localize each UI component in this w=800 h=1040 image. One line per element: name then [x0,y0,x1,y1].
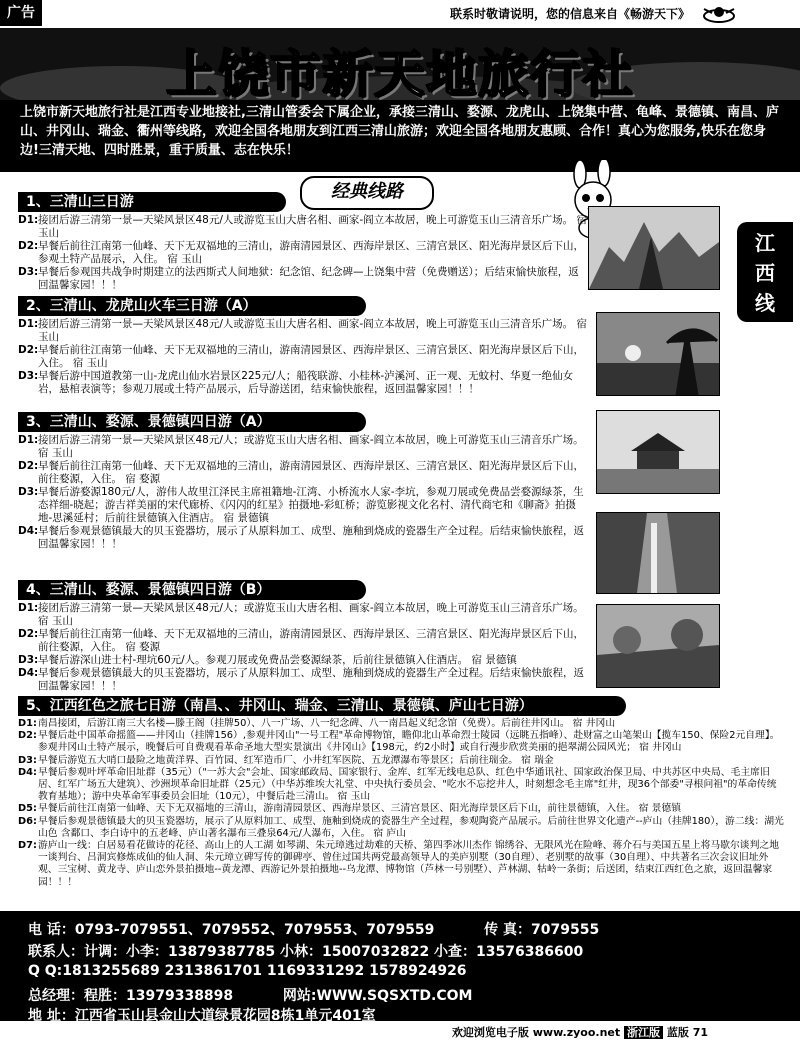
day-item: D1: 南昌接团，后游江南三大名楼—滕王阁（挂牌50）、八一广场、八一纪念碑、八一南昌起义纪念馆（免费）。后前往井冈山。 宿 井冈山 [18,718,616,729]
route-section-1 [18,192,588,292]
route-days [18,602,588,693]
phone-numbers: 0793-7079551、7079552、7079553、7079559 [74,922,435,938]
day-item: D4: 早餐后参观景德镇最大的贝玉瓷器坊，展示了从原料加工、成型、施釉到烧成的瓷器生产全过程。后结束愉快旅程，返回温馨家园！！！ [18,667,584,692]
side-tab-char: 线 [755,291,775,315]
lake-sunset-photo [596,312,720,396]
route-days [18,318,588,396]
route-days [18,434,588,551]
day-item: D1: 接团后游三清第一景—天梁风景区48元/人；或游览玉山大唐名相、画家-阎立本故居，晚上可游览玉山三清音乐广场。 宿 玉山 [18,434,584,459]
ad-tag: 广告 [0,0,42,26]
general-manager: 程胜：13979338898 [84,988,234,1004]
mountain-photo [588,206,720,290]
route-section-2 [18,296,588,396]
day-item: D7: 游庐山一线：白居易看花做诗的花径、高山上的人工湖 如琴湖、朱元璋逃过劫难的天桥、第四季冰川杰作 锦绣谷、无限风光在险峰、蒋介石与美国五星上将马歇尔谈判之地一谈判台、吕洞宾修炼成仙的仙人洞、朱元璋立碑写传的御碑亭、曾住过国共两党最高领导人的美庐别墅（30自理）、老别墅的故事（30自理）、中共著名三次会议旧址外观、三宝树、黄龙寺、庐山恋外景拍摄地--黄龙潭、西游记外景拍摄地--乌龙潭、博物馆（芦林一号别墅）、芦林湖、牯岭一条街；后送团，结束江西红色之旅，返回温馨家园！！！ [18,840,779,888]
day-item: D4: 早餐后参观叶坪革命旧址群（35元）（"一苏大会"会址、国家邮政局、国家银行、金库、红军无线电总队、红色中华通讯社、国家政治保卫局、中共苏区中央局、毛主席旧居、红军广场五大建筑）、沙洲坝革命旧址群（25元）（中华苏维埃大礼堂、中央执行委员会、"吃水不忘挖井人，时刻想念毛主席"红井，现36个部委"寻根问祖"的革命传统教育基地）；游中央革命军事委员会旧址（10元），中餐后赴三清山。 宿 玉山 [18,766,777,803]
day-item: D3: 早餐后游婺源180元/人，游伟人故里江泽民主席祖籍地-江湾、小桥流水人家-李坑，参观刀展或免费品尝婺源绿茶，生态祥细-晓起；游吉祥美丽的宋代廊桥、《闪闪的红星》拍摄地-彩虹桥；游览影视文化名村、清代商宅和《聊斋》拍摄地-思溪延村；后前往景德镇入住酒店。 宿 景德镇 [18,486,584,524]
website-link[interactable]: WWW.SQSXTD.COM [316,988,473,1004]
route-heading: 5、江西红色之旅七日游（南昌、、井冈山、瑞金、三清山、景德镇、庐山七日游） [18,696,626,716]
footer-line [452,1024,708,1040]
address-row: 地 址：江西省玉山县金山大道绿景花园8栋1单元401室 [28,1008,376,1024]
day-item: D2: 早餐后前往江南第一仙峰、天下无双福地的三清山，游南清园景区、西海岸景区、三清宫景区、阳光海岸景区后下山，参观土特产品展示，入住。 宿 玉山 [18,240,584,265]
day-item: D2: 早餐后前往江南第一仙峰、天下无双福地的三清山，游南清园景区、西海岸景区、三清宫景区、阳光海岸景区后下山，入住。 宿 玉山 [18,344,584,369]
region-side-tab [737,222,793,322]
day-item: D4: 早餐后参观景德镇最大的贝玉瓷器坊，展示了从原料加工、成型、施釉到烧成的瓷器生产全过程。后结束愉快旅程，返回温馨家园！！！ [18,525,584,550]
gm-row: 总经理：程胜：13979338898 网站:WWW.SQSXTD.COM [28,988,473,1004]
route-heading: 2、三清山、龙虎山火车三日游（A） [18,296,366,316]
route-section-4 [18,580,588,693]
day-item: D2: 早餐后前往江南第一仙峰、天下无双福地的三清山，游南清园景区、西海岸景区、三清宫景区、阳光海岸景区后下山，前往婺源，入住。 宿 婺源 [18,628,584,653]
day-item: D1: 接团后游三清第一景—天梁风景区48元/人；或游览玉山大唐名相、画家-阎立本故居，晚上可游览玉山三清音乐广场。 宿 玉山 [18,602,584,627]
intro-text: 上饶市新天地旅行社是江西专业地接社,三清山管委会下属企业，承接三清山、婺源、龙虎山、上饶集中营、龟峰、景德镇、南昌、庐山、井冈山、瑞金、衢州等线路，欢迎全国各地朋友到江西三清山旅游；欢迎全国各地朋友惠顾、合作！真心为您服务,快乐在您身边!三清天地、四时胜景，重于质量、志在快乐！ [0,100,800,172]
pavilion-photo [596,410,720,494]
day-item: D2: 早餐后赴中国革命摇篮——井冈山（挂牌156）,参观井冈山"一号工程"革命博物馆，瞻仰北山革命烈士陵园（远眺五指峰）、赴财富之山笔架山【揽车150、保险2元自理】。参观井冈山土特产展示，晚餐后可自费观看革命圣地大型实景演出《井冈山》【198元，约2小时】或自行漫步欣赏美丽的挹翠湖公园风光； 宿 井冈山 [18,730,780,754]
side-tab-char: 江 [755,231,775,255]
day-item: D1: 接团后游三清第一景—天梁风景区48元/人或游览玉山大唐名相、画家-阎立本故居，晚上可游览玉山三清音乐广场。 宿 玉山 [18,214,588,239]
day-item: D3: 早餐后游览五大哨口最险之地黄洋界、百竹园、红军造币厂、小井红军医院、五龙潭瀑布等景区；后前往瑞金。 宿 瑞金 [18,754,554,766]
contact-people: 计调：小李：13879387785 小林：15007032822 小查：13576386600 [84,944,584,960]
route-heading: 4、三清山、婺源、景德镇四日游（B） [18,580,366,600]
phone-row: 电 话：0793-7079551、7079552、7079553、7079559 传 真：7079555 [28,922,600,938]
source-note: 联系时敬请说明，您的信息来自《畅游天下》 [449,7,690,21]
contacts-row: 联系人：计调：小李：13879387785 小林：15007032822 小查：13576386600 [28,944,584,960]
page-number: 71 [692,1026,708,1039]
route-heading: 3、三清山、婺源、景德镇四日游（A） [18,412,366,432]
day-item: D3: 早餐后游深山进士村-理坑60元/人。参观刀展或免费品尝婺源绿茶，后前往景德镇入住酒店。 宿 景德镇 [18,654,517,666]
route-section-5 [18,696,784,889]
day-item: D2: 早餐后前往江南第一仙峰、天下无双福地的三清山，游南清园景区、西海岸景区、三清宫景区、阳光海岸景区后下山，前往婺源，入住。 宿 婺源 [18,460,584,485]
page-footer [0,1022,800,1040]
title-banner [0,28,800,100]
contact-panel [0,911,800,1024]
route-section-3 [18,412,588,551]
fax-number: 7079555 [531,922,600,938]
day-item: D6: 早餐后参观景德镇最大的贝玉瓷器坊，展示了从原料加工、成型、施釉到烧成的瓷器生产全过程，参观陶瓷产品展示。后前往世界文化遗产--庐山（挂牌180），游二线：湖光山色 含鄱口、李白诗中的五老峰、庐山著名瀑布三叠泉64元/人瀑布，入住。 宿 庐山 [18,815,784,839]
side-tab-char: 西 [755,261,775,285]
footer-site-text: 欢迎浏览电子版 www.zyoo.net [451,1026,621,1039]
route-days [18,718,784,889]
magazine-logo-icon [700,3,738,25]
agency-title: 上饶市新天地旅行社 [166,45,634,100]
day-item: D5: 早餐后前往江南第一仙峰、天下无双福地的三清山，游南清园景区、西海岸景区、三清宫景区、阳光海岸景区后下山，前往景德镇，入住。 宿 景德镇 [18,803,682,815]
edition-label: 蓝版 [666,1026,689,1039]
day-item: D3: 早餐后游中国道教第一山-龙虎山仙水岩景区225元/人；船筏联游、小桂林-泸溪河、正一观、无蚊村、华夏一绝仙女岩，悬棺表演等；参观刀展或土特产品展示，后导游送团，结束愉快旅程，返回温馨家园！！！ [18,370,574,395]
top-bar [0,0,800,30]
address: 江西省玉山县金山大道绿景花园8栋1单元401室 [74,1008,376,1024]
day-item: D1: 接团后游三清第一景—天梁风景区48元/人或游览玉山大唐名相、画家-阎立本故居，晚上可游览玉山三清音乐广场。 宿 玉山 [18,318,588,343]
qq-row: Q Q:1813255689 2313861701 1169331292 1578924926 [28,963,467,979]
route-days [18,214,588,292]
routes-heading: 经典线路 [300,176,434,210]
qq-numbers: 1813255689 2313861701 1169331292 1578924926 [62,963,467,979]
canyon-photo [596,512,720,594]
route-heading: 1、三清山三日游 [18,192,286,212]
day-item: D3: 早餐后参观国共战争时期建立的法西斯式人间地狱：纪念馆、纪念碑—上饶集中营（免费赠送）；后结束愉快旅程，返回温馨家园！！！ [18,266,579,291]
edition-badge: 浙江版 [624,1026,663,1039]
village-photo [596,604,720,688]
